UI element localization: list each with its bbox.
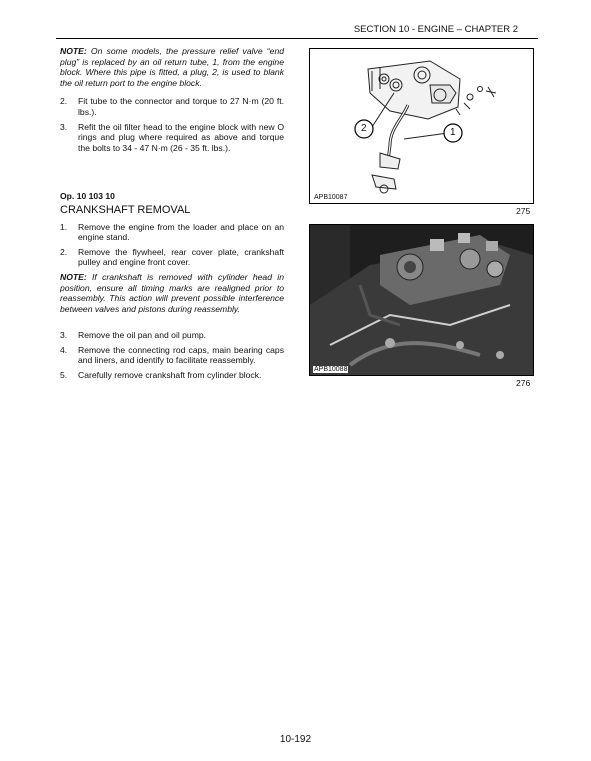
steps-list-a — [60, 96, 284, 153]
step-text: Remove the connecting rod caps, main bearing caps and liners, and identify to facilitate reassembly. — [78, 344, 284, 366]
note-text: If crankshaft is removed with cylinder head in position, ensure all timing marks are realigned prior to reassembly. This action will prevent possible interference between valves and pistons during reassembly. — [60, 271, 284, 314]
callout-1: 1 — [450, 127, 456, 138]
engine-block-photo — [310, 225, 533, 375]
figure-id: APB10088 — [314, 366, 348, 373]
note-label: NOTE: — [60, 271, 87, 282]
figure-number: 275 — [516, 206, 531, 216]
list-item — [60, 247, 284, 268]
steps-list-c — [60, 330, 284, 380]
step-number: 2. — [60, 96, 68, 107]
operation-number: Op. 10 103 10 — [60, 191, 115, 202]
step-text: Fit tube to the connector and torque to 27 N·m (20 ft. lbs.). — [78, 96, 284, 117]
crank-note — [60, 272, 284, 314]
list-item — [60, 96, 284, 117]
step-number: 5. — [60, 370, 68, 381]
oil-filter-head-illustration — [310, 49, 533, 203]
figure-oil-return-tube — [309, 48, 534, 204]
text-column — [60, 46, 284, 385]
intro-note — [60, 46, 284, 88]
figure-crankshaft-photo — [309, 224, 534, 376]
figure-id: APB10087 — [314, 194, 348, 201]
note-text: On some models, the pressure relief valve “end plug” is replaced by an oil return tube, 1, from the engine block. Where this pipe is fitted, a plug, 2, is used to blank the oil return port to the engine block. — [60, 46, 284, 88]
steps-list-b — [60, 222, 284, 268]
note-label: NOTE: — [60, 46, 87, 56]
step-text: Remove the flywheel, rear cover plate, crankshaft pulley and engine front cover. — [78, 246, 284, 268]
step-number: 3. — [60, 330, 68, 341]
step-text: Remove the oil pan and oil pump. — [78, 330, 207, 341]
step-number: 1. — [60, 221, 68, 232]
step-text: Refit the oil filter head to the engine block with new O rings and plug where required as above and torque the bolts to 34 - 47 N·m (26 - 35 ft. lbs.). — [78, 121, 284, 153]
step-number: 3. — [60, 121, 68, 132]
header-rule — [56, 38, 538, 39]
spacer — [60, 157, 284, 191]
step-text: Remove the engine from the loader and place on an engine stand. — [78, 221, 284, 243]
list-item — [60, 222, 284, 243]
step-number: 4. — [60, 344, 68, 355]
list-item — [60, 345, 284, 366]
list-item — [60, 122, 284, 154]
list-item — [60, 370, 284, 381]
callout-2: 2 — [361, 123, 367, 134]
page-number: 10-192 — [279, 734, 312, 745]
step-number: 2. — [60, 246, 68, 257]
list-item — [60, 330, 284, 341]
figure-number: 276 — [516, 378, 531, 388]
spacer — [60, 322, 284, 330]
page-header: SECTION 10 - ENGINE – CHAPTER 2 — [353, 24, 518, 35]
section-title: CRANKSHAFT REMOVAL — [60, 203, 191, 216]
step-text: Carefully remove crankshaft from cylinder block. — [78, 370, 262, 381]
